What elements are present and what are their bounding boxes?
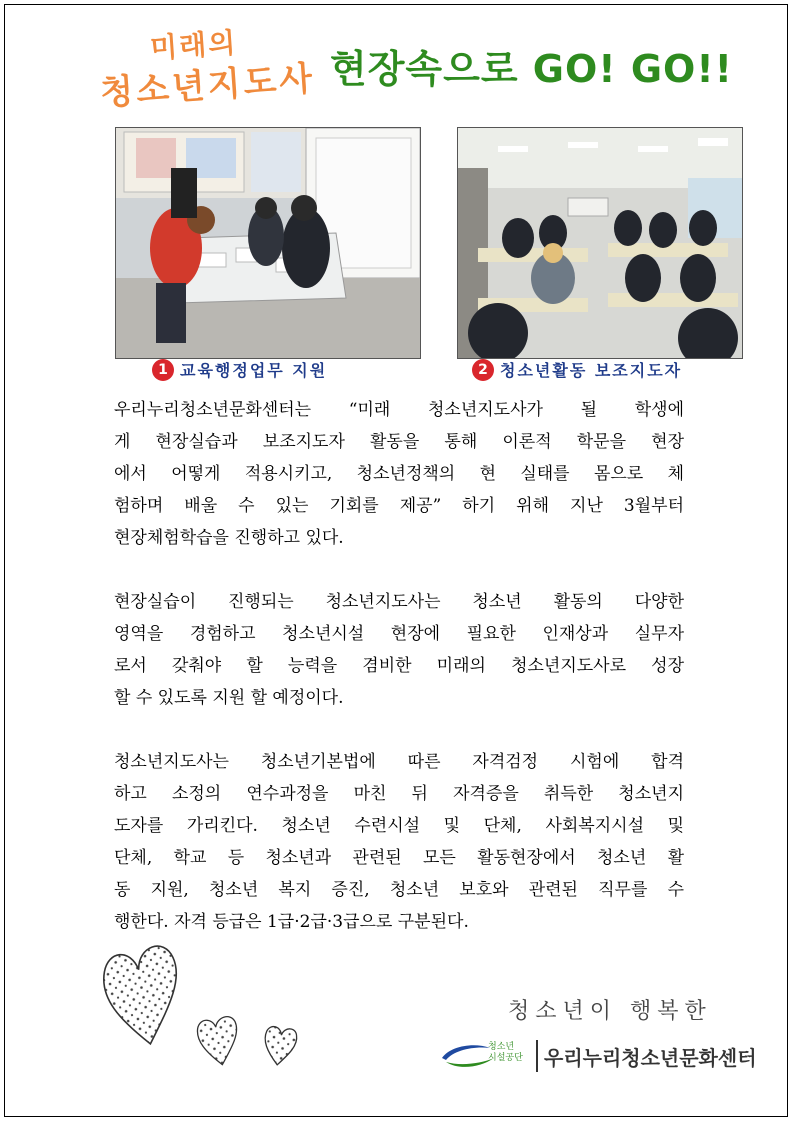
footer-slogan: 청소년이 행복한 [508, 999, 712, 1024]
text-line: 영역을 경험하고 청소년시설 현장에 필요한 인재상과 실무자 [114, 624, 684, 644]
logo-name: 우리누리청소년문화센터 [544, 1046, 757, 1070]
text-line: 현장체험학습을 진행하고 있다. [114, 528, 344, 548]
text-line: 게 현장실습과 보조지도자 활동을 통해 이론적 학문을 현장 [114, 432, 684, 452]
text-line: 행한다. 자격 등급은 1급·2급·3급으로 구분된다. [114, 912, 469, 932]
photo-caption-1 [152, 358, 327, 381]
text-line: 할 수 있도록 지원 할 예정이다. [114, 688, 344, 708]
caption-number-badge: 2 [472, 359, 494, 381]
text-line: 청소년지도사는 청소년기본법에 따른 자격검정 시험에 합격 [114, 752, 684, 772]
header-tag-line1: 미래의 [149, 25, 239, 65]
paragraph-definition [114, 746, 684, 938]
paragraph-intro [114, 394, 684, 554]
text-line: 하고 소정의 연수과정을 마친 뒤 자격증을 취득한 청소년지 [114, 784, 684, 804]
paragraph-training [114, 586, 684, 714]
logo-divider [536, 1040, 538, 1072]
text-line: 현장실습이 진행되는 청소년지도사는 청소년 활동의 다양한 [114, 592, 684, 612]
text-line: 동 지원, 청소년 복지 증진, 청소년 보호와 관련된 직무를 수 [114, 880, 684, 900]
text-line: 우리누리청소년문화센터는 “미래 청소년지도사가 될 학생에 [114, 400, 684, 420]
page-title: 현장속으로 GO! GO!! [330, 47, 733, 91]
text-line: 로서 갖춰야 할 능력을 겸비한 미래의 청소년지도사로 성장 [114, 656, 684, 676]
decorative-hearts-icon [100, 935, 320, 1070]
caption-text: 교육행정업무 지원 [180, 361, 328, 380]
header-tag-line2: 청소년지도사 [99, 58, 317, 114]
center-logo [440, 1036, 760, 1078]
photo-youth-activity [457, 127, 743, 359]
text-line: 험하며 배울 수 있는 기회를 제공” 하기 위해 지난 3월부터 [114, 496, 684, 516]
photo-caption-2 [472, 358, 682, 381]
photo-education-admin [115, 127, 421, 359]
logo-subtext: 청소년 시설공단 [488, 1042, 523, 1063]
caption-number-badge: 1 [152, 359, 174, 381]
text-line: 도자를 가리킨다. 청소년 수련시설 및 단체, 사회복지시설 및 [114, 816, 684, 836]
text-line: 단체, 학교 등 청소년과 관련된 모든 활동현장에서 청소년 활 [114, 848, 684, 868]
text-line: 에서 어떻게 적용시키고, 청소년정책의 현 실태를 몸으로 체 [114, 464, 684, 484]
caption-text: 청소년활동 보조지도자 [500, 361, 683, 380]
